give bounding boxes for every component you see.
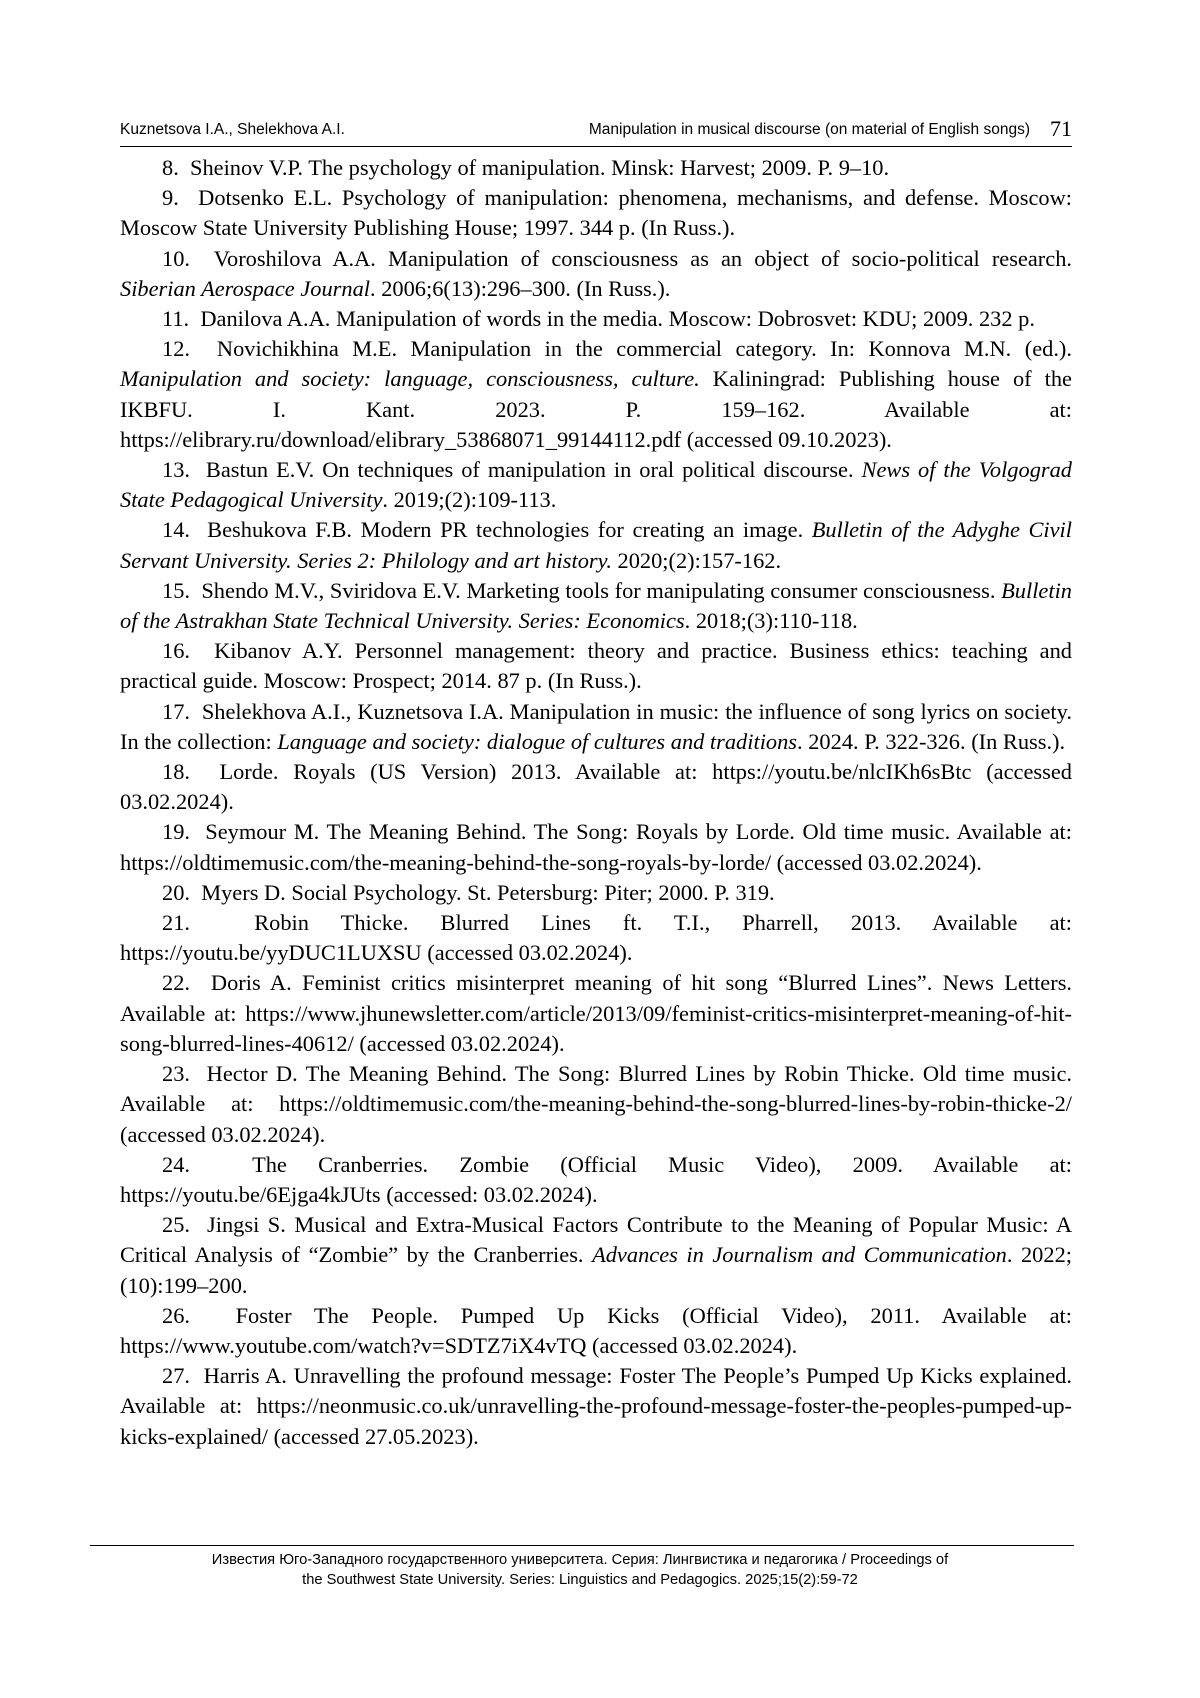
reference-list bbox=[120, 153, 1072, 1452]
reference-text: Myers D. Social Psychology. St. Petersburg: Piter; 2000. P. 319. bbox=[201, 879, 775, 905]
reference-source-title: Advances in Journalism and Communication bbox=[592, 1242, 1007, 1268]
reference-text: Kibanov A.Y. Personnel management: theory and practice. Business ethics: teaching and practical guide. Moscow: Prospect; 2014. 87 p. (In Russ.). bbox=[120, 638, 1072, 694]
reference-number: 12. bbox=[162, 336, 190, 362]
header-authors: Kuznetsova I.A., Shelekhova A.I. bbox=[120, 121, 345, 138]
reference-text: Seymour M. The Meaning Behind. The Song: Royals by Lorde. Old time music. Available at: https://oldtimemusic.com/the-meaning-behind-the-song-royals-by-lorde/ (accessed 03.02.2024). bbox=[120, 819, 1072, 875]
reference-text: Hector D. The Meaning Behind. The Song: Blurred Lines by Robin Thicke. Old time music. Available at: https://oldtimemusic.com/the-meaning-behind-the-song-blurred-lines-by-robin-thicke-2/ (accessed 03.02.2024). bbox=[120, 1061, 1072, 1147]
reference-text: Sheinov V.P. The psychology of manipulation. Minsk: Harvest; 2009. P. 9–10. bbox=[190, 155, 890, 180]
reference-item bbox=[120, 757, 1072, 817]
reference-number: 26. bbox=[162, 1302, 190, 1328]
reference-number: 21. bbox=[162, 910, 190, 936]
reference-text: Shelekhova A.I., Kuznetsova I.A. Manipulation in music: the influence of song lyrics on society. In the collection: bbox=[120, 698, 1072, 754]
reference-number: 19. bbox=[162, 819, 190, 845]
reference-text: . 2018;(3):110-118. bbox=[684, 608, 858, 634]
reference-number: 8. bbox=[162, 155, 179, 180]
reference-item bbox=[120, 697, 1072, 757]
reference-text: Novichikhina M.E. Manipulation in the commercial category. In: Konnova M.N. (ed.). bbox=[216, 336, 1072, 362]
reference-text: . 2022;(10):199–200. bbox=[120, 1242, 1072, 1298]
reference-item bbox=[120, 576, 1072, 636]
reference-item bbox=[120, 636, 1072, 696]
reference-item bbox=[120, 817, 1072, 877]
reference-text: Doris A. Feminist critics misinterpret meaning of hit song “Blurred Lines”. News Letters. Available at: https://www.jhunewsletter.com/article/2013/09/feminist-critics-misinterpret-meaning-of-hit-song-blurred-lines-40612/ (accessed 03.02.2024). bbox=[120, 970, 1073, 1056]
reference-item bbox=[120, 334, 1072, 455]
reference-text: . 2024. P. 322-326. (In Russ.). bbox=[797, 728, 1066, 754]
reference-item bbox=[120, 1210, 1072, 1301]
footer-line-1: Известия Юго-Западного государственного университета. Серия: Лингвистика и педагогика / Proceedings of bbox=[211, 1552, 949, 1568]
page-number: 71 bbox=[1050, 116, 1072, 141]
reference-text: Robin Thicke. Blurred Lines ft. T.I., Pharrell, 2013. Available at: https://youtu.be/yyDUC1LUXSU (accessed 03.02.2024). bbox=[120, 910, 1072, 966]
reference-item bbox=[120, 455, 1072, 515]
reference-number: 27. bbox=[162, 1363, 190, 1389]
reference-number: 18. bbox=[162, 759, 190, 785]
reference-number: 23. bbox=[162, 1061, 190, 1087]
reference-item bbox=[120, 153, 1072, 183]
reference-item bbox=[120, 1301, 1072, 1361]
reference-text: Harris A. Unravelling the profound message: Foster The People’s Pumped Up Kicks explained. Available at: https://neonmusic.co.uk/unravelling-the-profound-message-foster-the-peoples-pumped-up-kicks-explained/ (accessed 27.05.2023). bbox=[120, 1363, 1072, 1449]
reference-text: Bastun E.V. On techniques of manipulation in oral political discourse. bbox=[205, 457, 862, 483]
reference-text: Lorde. Royals (US Version) 2013. Available at: https://youtu.be/nlcIKh6sBtc (accessed 03.02.2024). bbox=[120, 759, 1072, 815]
reference-text: Danilova A.A. Manipulation of words in the media. Moscow: Dobrosvet: KDU; 2009. 232 p. bbox=[200, 306, 1035, 332]
reference-item bbox=[120, 968, 1072, 1059]
reference-source-title: Bulletin of the Adyghe Civil Servant University. Series 2: Philology and art history. bbox=[120, 517, 1072, 573]
reference-number: 20. bbox=[162, 879, 190, 905]
reference-text: Foster The People. Pumped Up Kicks (Official Video), 2011. Available at: https://www.youtube.com/watch?v=SDTZ7iX4vTQ (accessed 03.02.2024). bbox=[120, 1302, 1073, 1358]
reference-item bbox=[120, 1150, 1072, 1210]
running-header bbox=[120, 116, 1072, 147]
reference-source-title: Siberian Aerospace Journal bbox=[120, 275, 370, 301]
reference-number: 16. bbox=[162, 638, 190, 664]
reference-source-title: Language and society: dialogue of cultures and traditions bbox=[277, 728, 798, 754]
footer-line-2: the Southwest State University. Series: Linguistics and Pedagogics. 2025;15(2):59-72 bbox=[302, 1572, 858, 1588]
reference-item bbox=[120, 1361, 1072, 1452]
reference-item bbox=[120, 183, 1072, 243]
reference-text: . 2006;6(13):296–300. (In Russ.). bbox=[370, 275, 671, 301]
reference-item bbox=[120, 1059, 1072, 1150]
reference-number: 15. bbox=[162, 577, 190, 603]
reference-source-title: News of the Volgograd State Pedagogical University bbox=[120, 457, 1072, 513]
reference-text: Beshukova F.B. Modern PR technologies for creating an image. bbox=[207, 517, 812, 543]
reference-number: 11. bbox=[162, 306, 190, 332]
reference-number: 24. bbox=[162, 1151, 190, 1177]
reference-item bbox=[120, 515, 1072, 575]
reference-number: 17. bbox=[162, 698, 190, 724]
reference-text: The Cranberries. Zombie (Official Music Video), 2009. Available at: https://youtu.be/6Ejga4kJUts (accessed: 03.02.2024). bbox=[120, 1151, 1072, 1207]
reference-item bbox=[120, 304, 1072, 334]
reference-text: Shendo M.V., Sviridova E.V. Marketing tools for manipulating consumer consciousness. bbox=[201, 577, 1002, 603]
reference-item bbox=[120, 908, 1072, 968]
reference-item bbox=[120, 878, 1072, 908]
journal-footer bbox=[100, 1550, 1060, 1590]
footer-divider bbox=[90, 1545, 1074, 1546]
reference-text: 2020;(2):157-162. bbox=[611, 547, 782, 573]
reference-text: Voroshilova A.A. Manipulation of consciousness as an object of socio-political research. bbox=[213, 245, 1072, 271]
reference-source-title: Bulletin of the Astrakhan State Technical University. Series: Economics bbox=[120, 577, 1072, 634]
reference-text: Kaliningrad: Publishing house of the IKBFU. I. Kant. 2023. P. 159–162. Available at: https://elibrary.ru/download/elibrary_53868071_99144112.pdf (accessed 09.10.2023). bbox=[120, 366, 1072, 452]
reference-number: 10. bbox=[162, 245, 190, 271]
reference-number: 14. bbox=[162, 517, 190, 543]
reference-number: 9. bbox=[162, 185, 179, 211]
header-title: Manipulation in musical discourse (on material of English songs) bbox=[588, 121, 1030, 138]
reference-text: . 2019;(2):109-113. bbox=[382, 487, 557, 513]
reference-text: Dotsenko E.L. Psychology of manipulation: phenomena, mechanisms, and defense. Moscow: Moscow State University Publishing House; 1997. 344 p. (In Russ.). bbox=[120, 185, 1072, 241]
reference-source-title: Manipulation and society: language, consciousness, culture. bbox=[120, 366, 700, 392]
reference-item bbox=[120, 244, 1072, 304]
reference-number: 25. bbox=[162, 1212, 190, 1238]
reference-number: 22. bbox=[162, 970, 190, 996]
reference-number: 13. bbox=[162, 457, 190, 483]
reference-text: Jingsi S. Musical and Extra-Musical Factors Contribute to the Meaning of Popular Music: A Critical Analysis of “Zombie” by the Cranberries. bbox=[120, 1212, 1073, 1268]
